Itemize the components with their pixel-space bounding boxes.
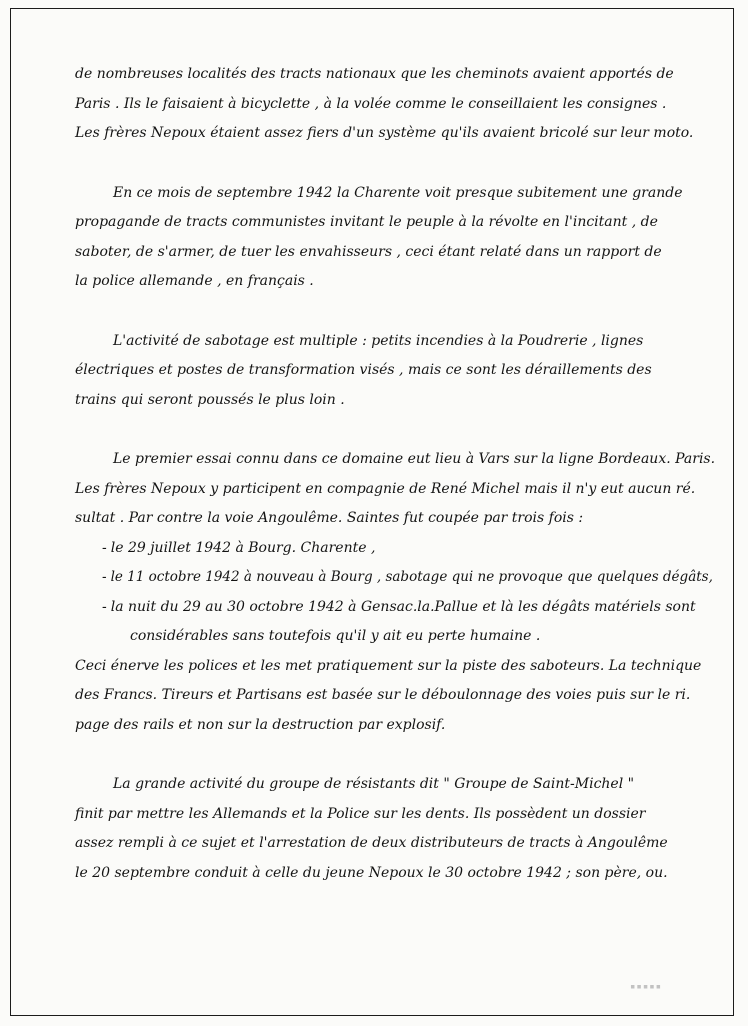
paragraph-gap xyxy=(75,415,715,445)
paragraph-gap xyxy=(75,149,715,179)
list-item xyxy=(75,534,715,564)
list-item-text: la nuit du 29 au 30 octobre 1942 à Gensac.la.Pallue et là les dégâts matériels sont xyxy=(110,598,696,615)
text-line: propagande de tracts communistes invitant le peuple à la révolte en l'incitant , de xyxy=(75,214,658,230)
text-line: Paris . Ils le faisaient à bicyclette , à la volée comme le conseillaient les consignes . xyxy=(75,95,667,112)
list-item-text: le 29 juillet 1942 à Bourg. Charente , xyxy=(110,539,376,556)
text-line: L'activité de sabotage est multiple : petits incendies à la Poudrerie , lignes xyxy=(113,332,644,349)
text-line: page des rails et non sur la destruction par explosif. xyxy=(75,716,446,733)
text-line: la police allemande , en français . xyxy=(75,273,314,289)
paragraph-gap xyxy=(75,740,715,770)
faint-archive-stamp: ▪▪▪▪▪ xyxy=(630,982,663,992)
text-line: saboter, de s'armer, de tuer les envahisseurs , ceci étant relaté dans un rapport de xyxy=(75,243,662,260)
text-line: le 20 septembre conduit à celle du jeune Nepoux le 30 octobre 1942 ; son père, ou. xyxy=(75,864,668,881)
text-line: Les frères Nepoux y participent en compagnie de René Michel mais il n'y eut aucun ré. xyxy=(75,480,696,497)
text-line: des Francs. Tireurs et Partisans est basée sur le déboulonnage des voies puis sur le ri. xyxy=(75,687,691,703)
text-line: trains qui seront poussés le plus loin . xyxy=(75,391,345,408)
text-line: de nombreuses localités des tracts nationaux que les cheminots avaient apportés de xyxy=(75,66,674,82)
text-line: Les frères Nepoux étaient assez fiers d'un système qu'ils avaient bricolé sur leur moto. xyxy=(75,125,694,141)
text-line: finit par mettre les Allemands et la Police sur les dents. Ils possèdent un dossier xyxy=(75,805,646,822)
paragraph-gap xyxy=(75,297,715,327)
text-line: sultat . Par contre la voie Angoulême. Saintes fut coupée par trois fois : xyxy=(75,510,584,526)
text-line: Ceci énerve les polices et les met pratiquement sur la piste des saboteurs. La technique xyxy=(75,657,702,674)
text-line: En ce mois de septembre 1942 la Charente voit presque subitement une grande xyxy=(113,184,683,201)
text-line: La grande activité du groupe de résistants dit " Groupe de Saint-Michel " xyxy=(113,776,635,792)
list-item xyxy=(75,563,715,593)
dash-bullet: - xyxy=(102,598,107,615)
dash-bullet: - xyxy=(102,569,107,585)
list-item-text: le 11 octobre 1942 à nouveau à Bourg , sabotage qui ne provoque que quelques dégâts, xyxy=(110,569,713,585)
text-line: Le premier essai connu dans ce domaine eut lieu à Vars sur la ligne Bordeaux. Paris. xyxy=(113,451,716,467)
text-line: assez rempli à ce sujet et l'arrestation de deux distributeurs de tracts à Angoulême xyxy=(75,835,668,851)
dash-bullet: - xyxy=(102,539,107,556)
list-item-continuation: considérables sans toutefois qu'il y ait eu perte humaine . xyxy=(130,628,541,644)
list-item xyxy=(75,593,715,623)
text-line: électriques et postes de transformation visés , mais ce sont les déraillements des xyxy=(75,362,652,378)
handwritten-text xyxy=(75,60,715,888)
